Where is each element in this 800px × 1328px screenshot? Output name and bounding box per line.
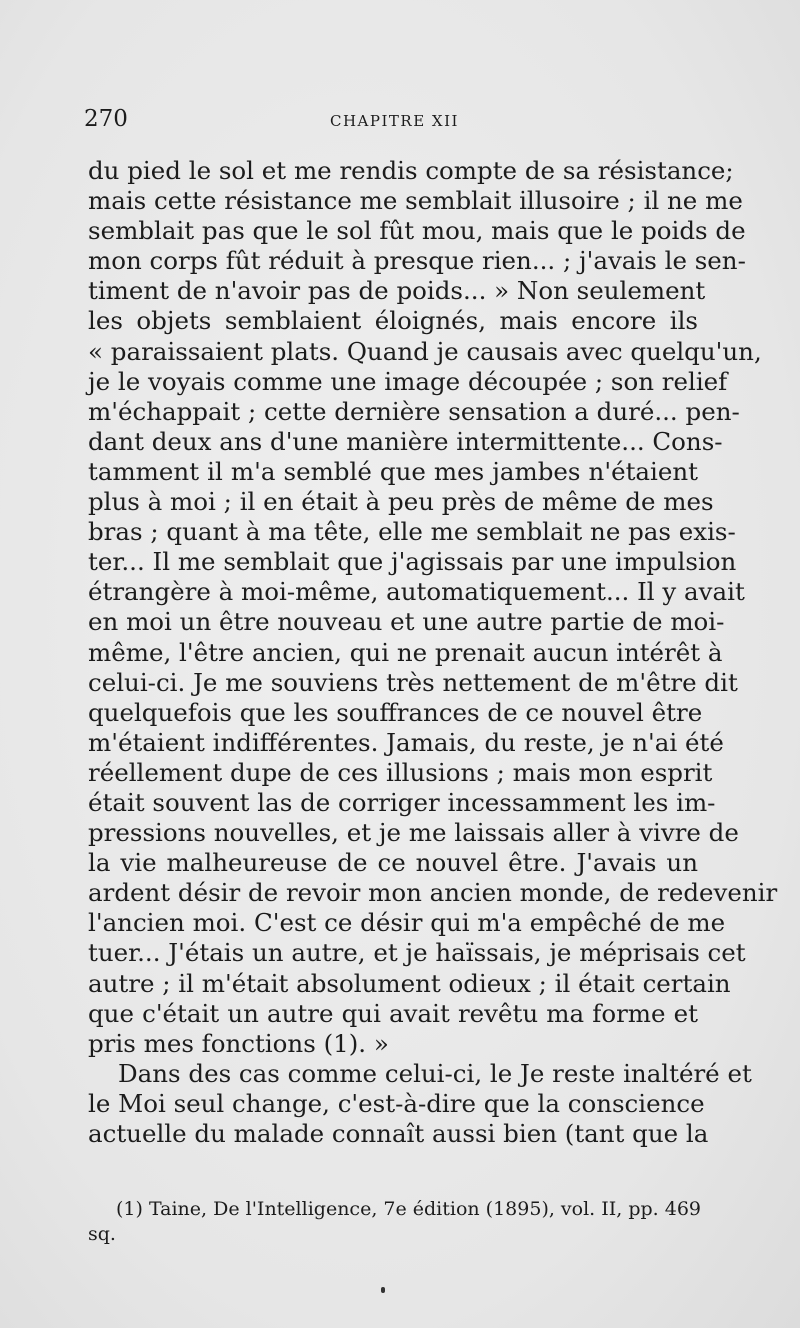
text-line: quelquefois que les souffrances de ce nouvel être <box>88 697 703 727</box>
ink-speck <box>381 1287 385 1293</box>
text-line: plus à moi ; il en était à peu près de même de mes <box>88 487 714 517</box>
running-head: CHAPITRE XII <box>330 112 459 130</box>
text-line: l'ancien moi. C'est ce désir qui m'a empêché de me <box>88 908 726 938</box>
text-line: ter... Il me semblait que j'agissais par une impulsion <box>88 547 737 577</box>
text-line: même, l'être ancien, qui ne prenait aucun intérêt à <box>88 637 723 667</box>
text-line: en moi un être nouveau et une autre partie de moi- <box>88 607 725 637</box>
text-line: mon corps fût réduit à presque rien... ; j'avais le sen- <box>88 246 746 276</box>
text-line: m'étaient indifférentes. Jamais, du reste, je n'ai été <box>88 727 724 757</box>
text-line: les objets semblaient éloignés, mais encore ils <box>88 306 698 336</box>
text-line: semblait pas que le sol fût mou, mais que le poids de <box>88 216 746 246</box>
page-number: 270 <box>84 106 128 132</box>
text-line: pressions nouvelles, et je me laissais aller à vivre de <box>88 818 739 848</box>
text-line: je le voyais comme une image découpée ; son relief <box>88 366 728 396</box>
text-line: étrangère à moi-même, automatiquement... Il y avait <box>88 577 745 607</box>
text-line: m'échappait ; cette dernière sensation a duré... pen- <box>88 396 740 426</box>
footnote-line: sq. <box>88 1223 116 1245</box>
text-line: « paraissaient plats. Quand je causais avec quelqu'un, <box>88 336 762 366</box>
text-line: bras ; quant à ma tête, elle me semblait ne pas exis- <box>88 517 736 547</box>
text-line: la vie malheureuse de ce nouvel être. J'avais un <box>88 848 698 878</box>
text-line: était souvent las de corriger incessamment les im- <box>88 787 716 817</box>
page-header <box>84 106 698 136</box>
text-line: que c'était un autre qui avait revêtu ma forme et <box>88 998 698 1028</box>
text-line: timent de n'avoir pas de poids... » Non seulement <box>88 276 706 306</box>
text-line: ardent désir de revoir mon ancien monde, de redevenir <box>88 878 778 908</box>
text-line: réellement dupe de ces illusions ; mais mon esprit <box>88 757 713 787</box>
text-line: tamment il m'a semblé que mes jambes n'étaient <box>88 456 698 486</box>
text-line: pris mes fonctions (1). » <box>88 1028 389 1058</box>
text-line: mais cette résistance me semblait illusoire ; il ne me <box>88 186 743 216</box>
body-text <box>88 156 778 1149</box>
text-line: du pied le sol et me rendis compte de sa résistance; <box>88 156 734 185</box>
text-line: celui-ci. Je me souviens très nettement de m'être dit <box>88 667 738 697</box>
footnote <box>88 1197 702 1247</box>
text-line: tuer... J'étais un autre, et je haïssais, je méprisais cet <box>88 938 746 968</box>
text-line: actuelle du malade connaît aussi bien (tant que la <box>88 1119 709 1148</box>
text-line: Dans des cas comme celui-ci, le Je reste inaltéré et <box>118 1058 752 1088</box>
text-line: le Moi seul change, c'est-à-dire que la conscience <box>88 1088 705 1118</box>
text-line: autre ; il m'était absolument odieux ; il était certain <box>88 968 731 998</box>
text-line: dant deux ans d'une manière intermittente... Cons- <box>88 426 723 456</box>
footnote-line: (1) Taine, De l'Intelligence, 7e édition (1895), vol. II, pp. 469 <box>116 1198 702 1220</box>
